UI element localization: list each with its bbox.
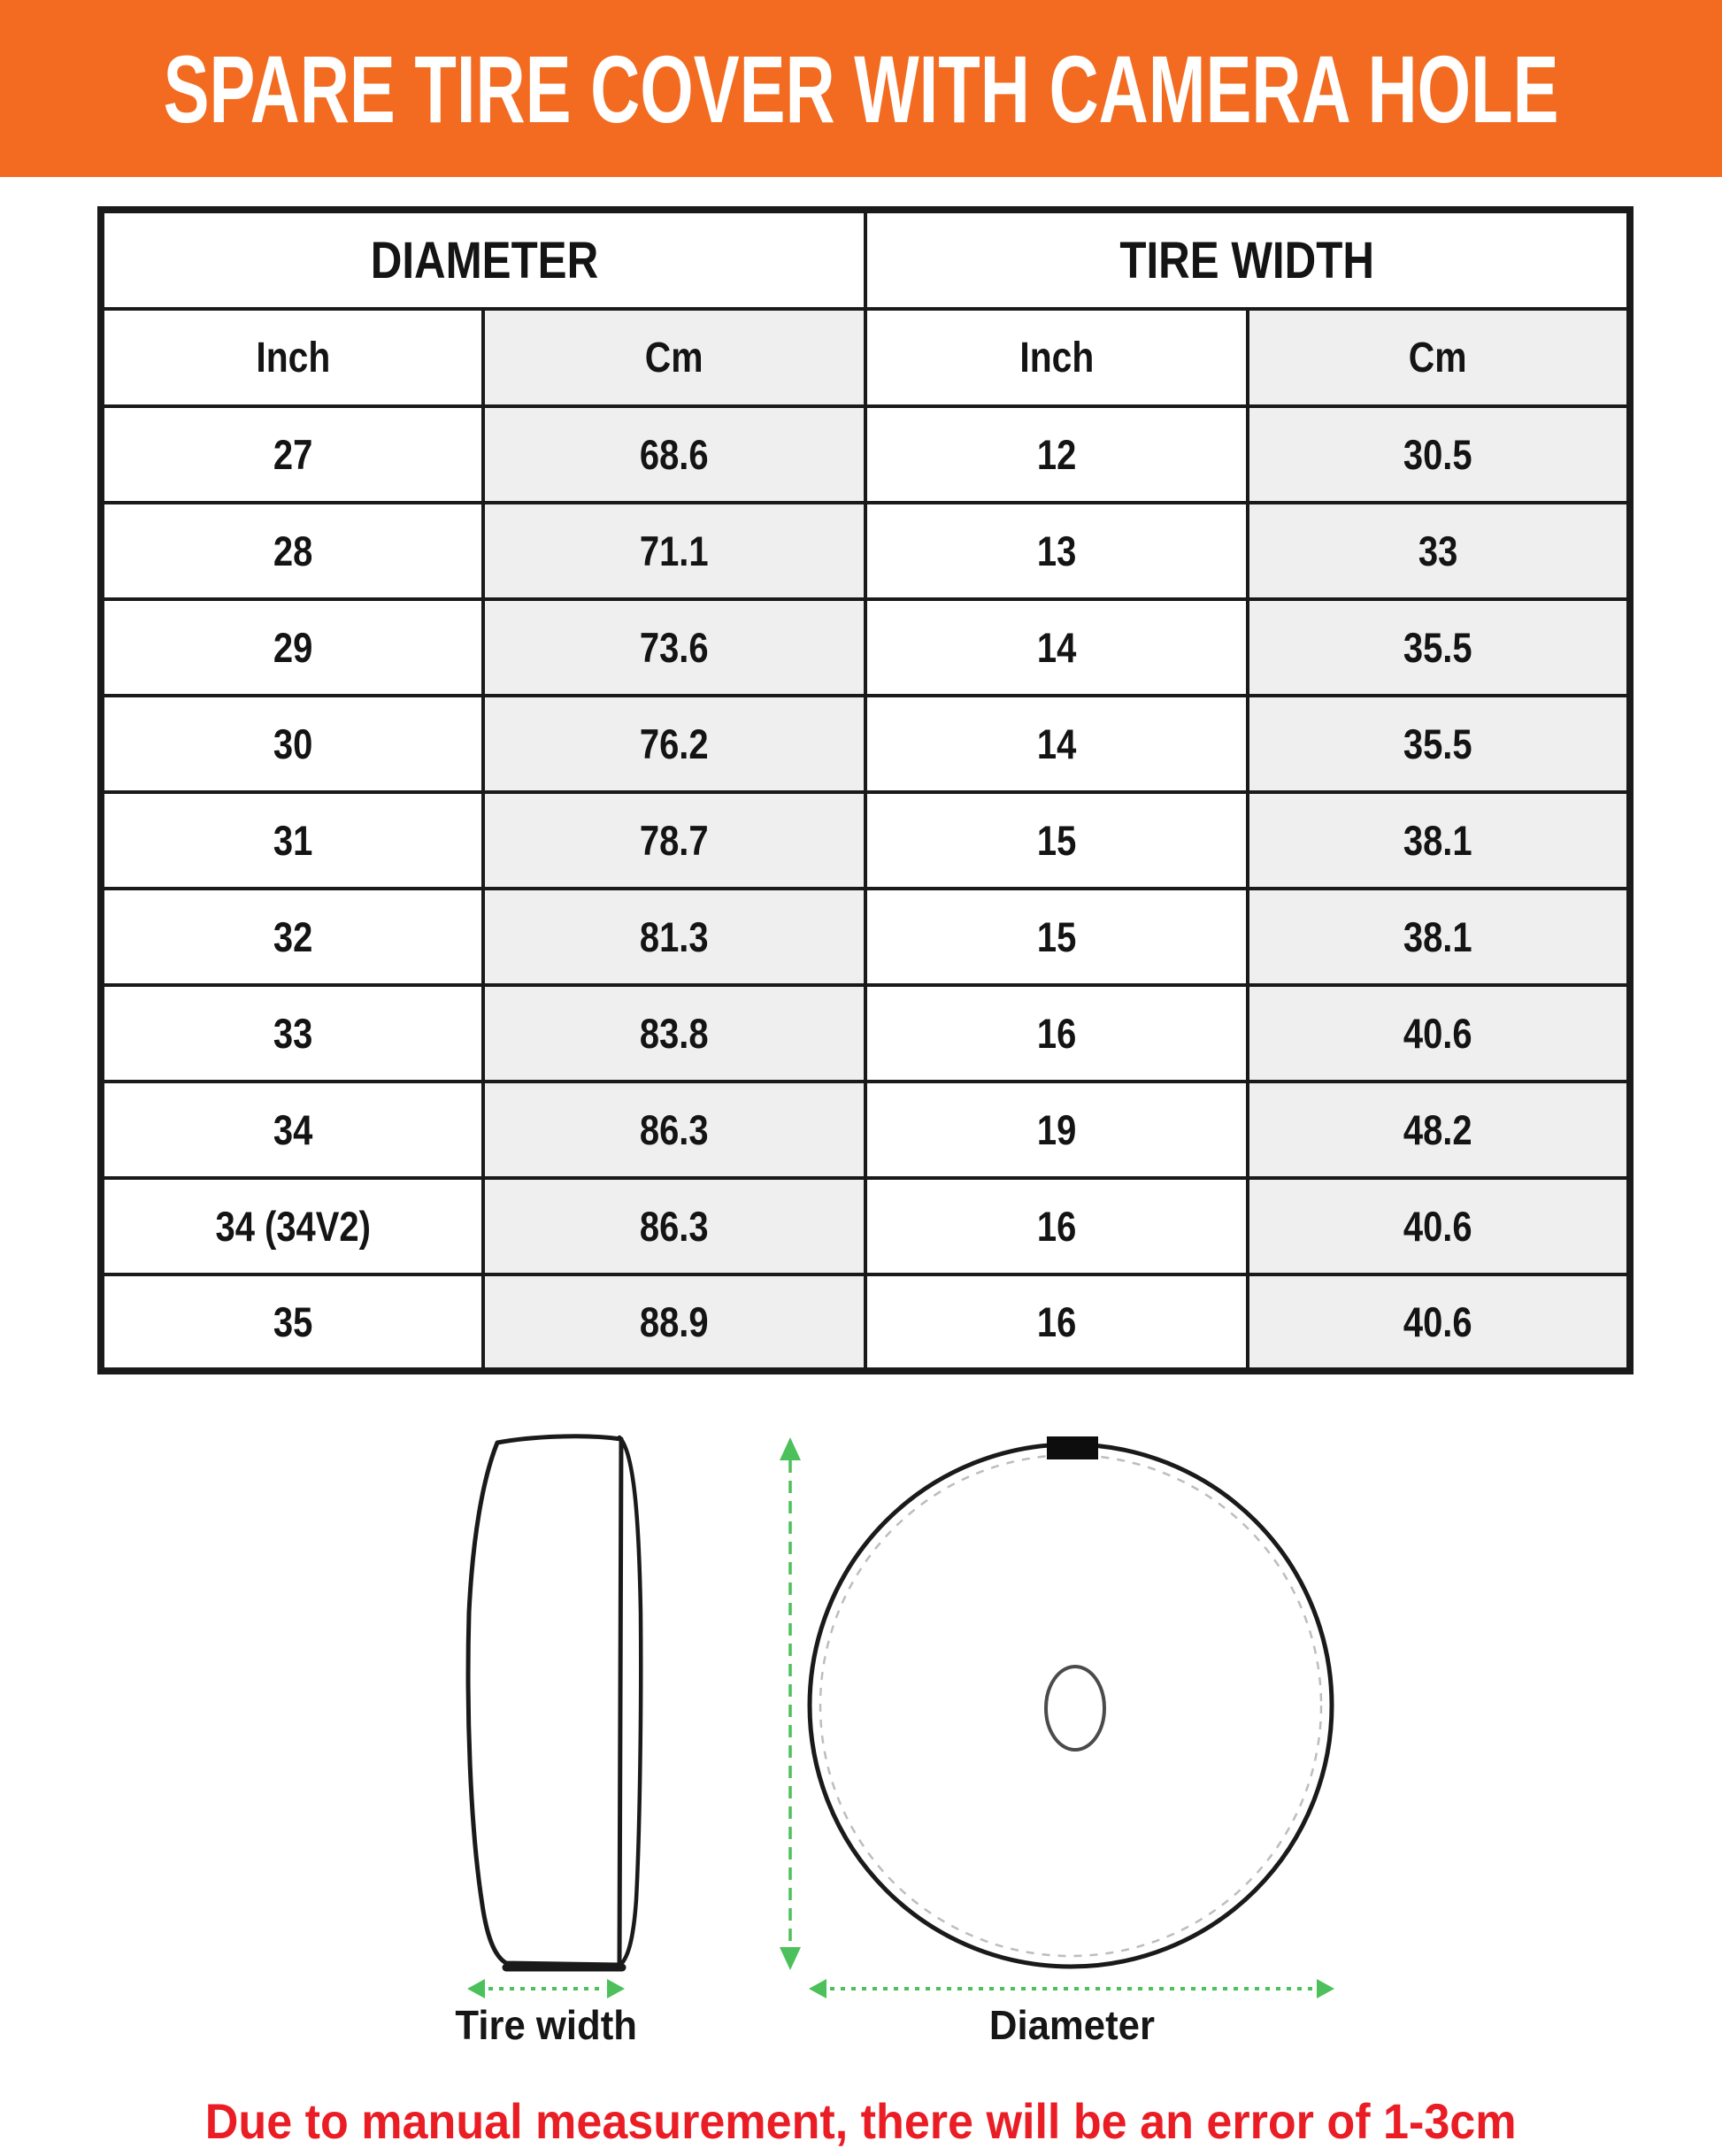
cell-width-inch: [865, 599, 1248, 696]
cell-diameter-cm: [483, 599, 865, 696]
cell-text: 86.3: [640, 1203, 709, 1250]
subheader-diameter-cm: [483, 309, 865, 406]
table-row: [101, 599, 1630, 696]
cell-text: 34: [273, 1106, 313, 1153]
cell-width-inch: [865, 985, 1248, 1082]
cell-width-cm: [1248, 503, 1630, 599]
cell-diameter-inch: [101, 503, 483, 599]
cell-text: 34 (34V2): [215, 1203, 371, 1250]
cell-diameter-cm: [483, 1178, 865, 1274]
cell-diameter-cm: [483, 406, 865, 503]
cell-text: 35.5: [1403, 720, 1472, 767]
cell-text: 78.7: [640, 817, 709, 864]
cell-width-cm: [1248, 1274, 1630, 1371]
cell-text: 35: [273, 1298, 313, 1345]
size-table: [97, 206, 1634, 1374]
page-title: SPARE TIRE COVER WITH CAMERA HOLE: [163, 35, 1559, 142]
cell-text: 16: [1036, 1298, 1077, 1345]
table-row: [101, 1082, 1630, 1178]
cell-width-inch: [865, 889, 1248, 985]
table-row: [101, 406, 1630, 503]
cell-width-inch: [865, 792, 1248, 889]
cell-width-inch: [865, 1082, 1248, 1178]
tire-width-label: [404, 2001, 688, 2049]
cell-width-inch: [865, 406, 1248, 503]
diameter-label-text: Diameter: [988, 2002, 1155, 2048]
cell-text: 38.1: [1403, 913, 1472, 960]
table-row: [101, 1178, 1630, 1274]
cell-width-cm: [1248, 406, 1630, 503]
cell-text: 73.6: [640, 624, 709, 671]
camera-hole: [1046, 1667, 1104, 1750]
cell-width-inch: [865, 696, 1248, 792]
cell-text: 30.5: [1403, 431, 1472, 478]
cell-text: 14: [1036, 624, 1077, 671]
cell-text: 16: [1036, 1203, 1077, 1250]
cell-text: 71.1: [640, 527, 709, 574]
diameter-label: [930, 2001, 1213, 2049]
subheader-text: Cm: [645, 334, 703, 381]
cell-diameter-cm: [483, 792, 865, 889]
table-row: [101, 792, 1630, 889]
cell-text: 35.5: [1403, 624, 1472, 671]
cell-diameter-inch: [101, 792, 483, 889]
cell-text: 33: [273, 1010, 313, 1057]
cell-text: 16: [1036, 1010, 1077, 1057]
cell-diameter-cm: [483, 503, 865, 599]
cell-text: 28: [273, 527, 313, 574]
measurement-disclaimer-text: Due to manual measurement, there will be an error of 1-3cm: [205, 2093, 1517, 2149]
cell-width-inch: [865, 1274, 1248, 1371]
cell-width-cm: [1248, 599, 1630, 696]
cell-width-cm: [1248, 696, 1630, 792]
cell-diameter-inch: [101, 406, 483, 503]
diameter-arrow: [809, 1979, 1334, 1998]
cell-diameter-inch: [101, 1274, 483, 1371]
subheader-text: Cm: [1409, 334, 1467, 381]
group-header-text: TIRE WIDTH: [1119, 231, 1374, 289]
measurement-disclaimer: [0, 2092, 1722, 2150]
cell-width-cm: [1248, 1178, 1630, 1274]
subheader-text: Inch: [256, 334, 330, 381]
subheader-text: Inch: [1019, 334, 1094, 381]
cell-text: 40.6: [1403, 1010, 1472, 1057]
tire-width-label-text: Tire width: [455, 2002, 637, 2048]
cell-diameter-inch: [101, 696, 483, 792]
cell-text: 68.6: [640, 431, 709, 478]
cell-diameter-cm: [483, 1274, 865, 1371]
cell-text: 32: [273, 913, 313, 960]
cell-diameter-inch: [101, 889, 483, 985]
cell-text: 81.3: [640, 913, 709, 960]
cell-text: 33: [1418, 527, 1458, 574]
tire-front-view: [810, 1436, 1332, 1967]
group-header-diameter: [101, 210, 865, 309]
cell-text: 48.2: [1403, 1106, 1472, 1153]
table-group-header-row: [101, 210, 1630, 309]
cell-text: 15: [1036, 817, 1077, 864]
cell-diameter-inch: [101, 599, 483, 696]
cell-text: 19: [1036, 1106, 1077, 1153]
group-header-tire-width: [865, 210, 1630, 309]
cell-width-inch: [865, 1178, 1248, 1274]
cell-diameter-cm: [483, 889, 865, 985]
cell-width-cm: [1248, 1082, 1630, 1178]
table-row: [101, 696, 1630, 792]
cell-diameter-inch: [101, 1082, 483, 1178]
strap-marker: [1047, 1436, 1098, 1459]
cell-text: 88.9: [640, 1298, 709, 1345]
cell-diameter-cm: [483, 1082, 865, 1178]
cell-diameter-inch: [101, 985, 483, 1082]
cell-text: 27: [273, 431, 313, 478]
measurement-diagram: [0, 1416, 1722, 2053]
cell-text: 30: [273, 720, 313, 767]
cell-text: 86.3: [640, 1106, 709, 1153]
cell-text: 12: [1036, 431, 1077, 478]
cell-text: 83.8: [640, 1010, 709, 1057]
cell-diameter-inch: [101, 1178, 483, 1274]
subheader-width-cm: [1248, 309, 1630, 406]
cell-text: 76.2: [640, 720, 709, 767]
subheader-width-inch: [865, 309, 1248, 406]
cell-text: 29: [273, 624, 313, 671]
cell-width-cm: [1248, 792, 1630, 889]
cell-text: 40.6: [1403, 1298, 1472, 1345]
cell-text: 40.6: [1403, 1203, 1472, 1250]
cell-text: 38.1: [1403, 817, 1472, 864]
cell-text: 15: [1036, 913, 1077, 960]
vertical-diameter-arrow: [780, 1437, 801, 1970]
cell-width-cm: [1248, 985, 1630, 1082]
cell-text: 31: [273, 817, 313, 864]
cell-width-cm: [1248, 889, 1630, 985]
cell-diameter-cm: [483, 696, 865, 792]
table-row: [101, 889, 1630, 985]
page-banner: [0, 0, 1722, 177]
cell-text: 13: [1036, 527, 1077, 574]
cell-width-inch: [865, 503, 1248, 599]
table-row: [101, 985, 1630, 1082]
tire-width-arrow: [467, 1979, 625, 1998]
table-subheader-row: [101, 309, 1630, 406]
cell-diameter-cm: [483, 985, 865, 1082]
table-row: [101, 1274, 1630, 1371]
cell-text: 14: [1036, 720, 1077, 767]
tire-side-view: [468, 1436, 641, 1967]
group-header-text: DIAMETER: [370, 231, 598, 289]
table-row: [101, 503, 1630, 599]
subheader-diameter-inch: [101, 309, 483, 406]
